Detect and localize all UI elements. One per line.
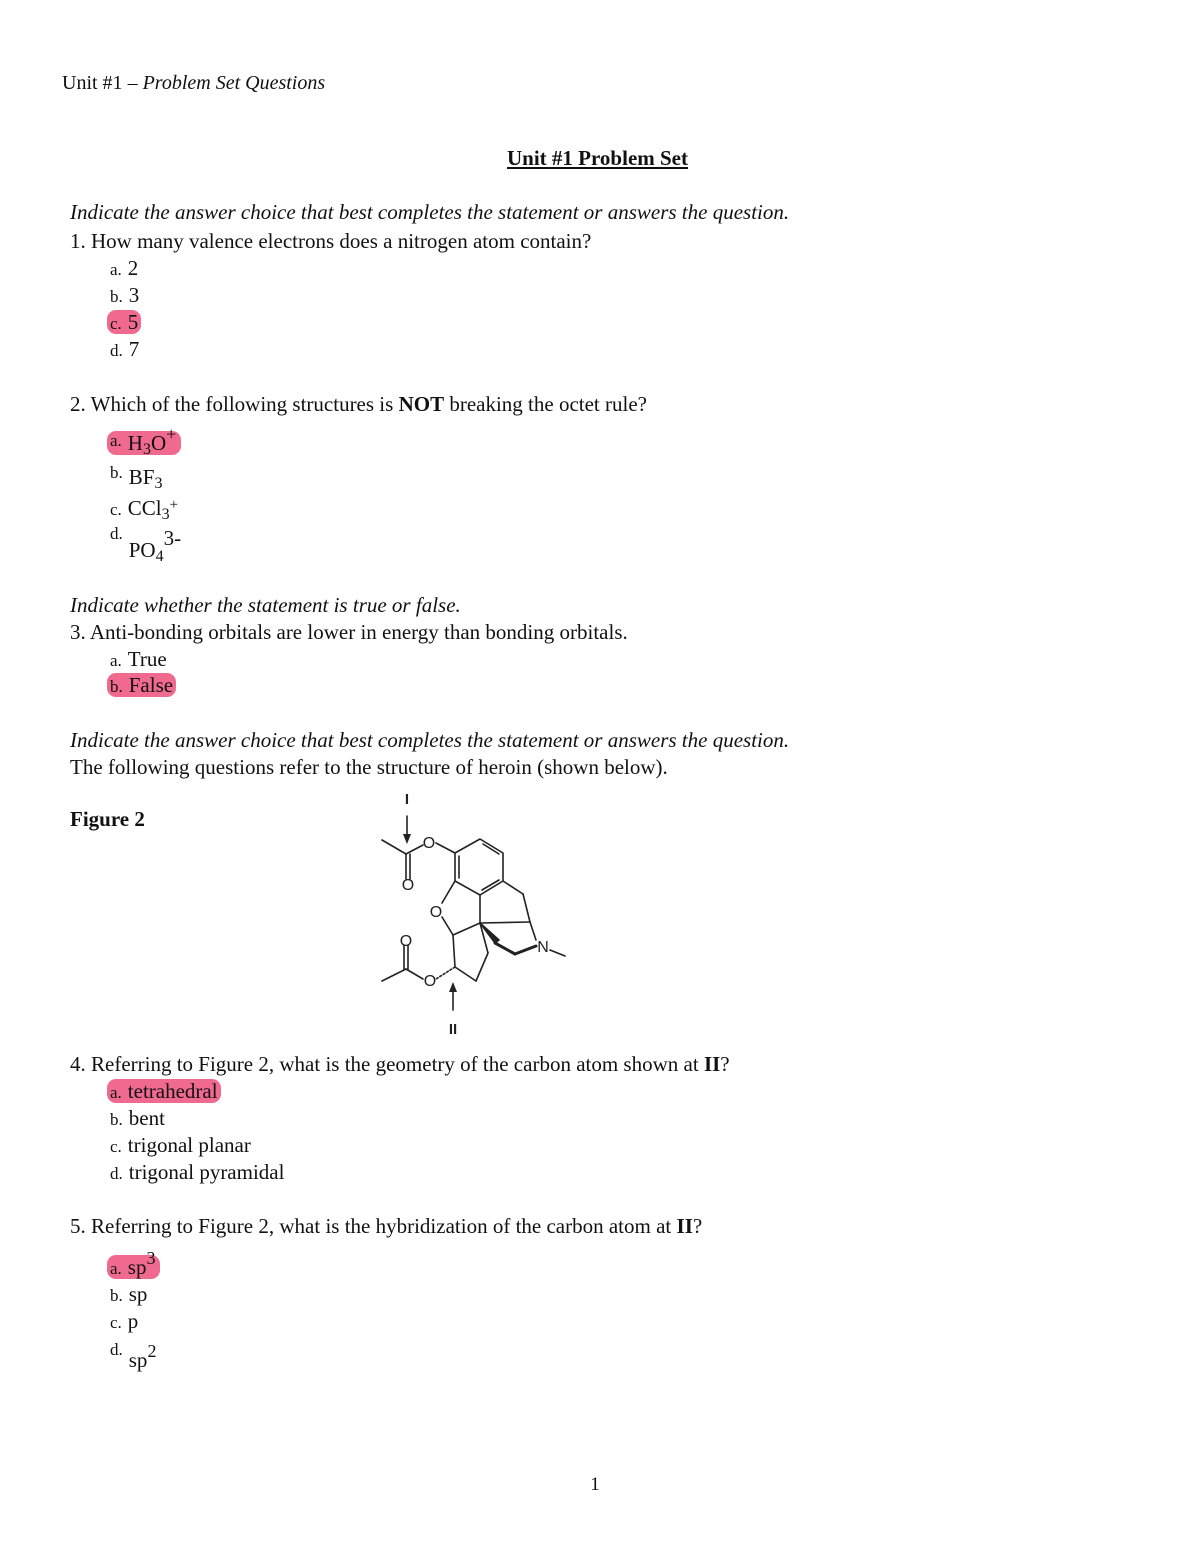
- question-5-suffix: ?: [692, 1214, 703, 1238]
- option-letter: d.: [110, 524, 123, 543]
- bond: [436, 843, 455, 853]
- q1-option-d[interactable]: [110, 337, 139, 362]
- q3-option-a[interactable]: [110, 647, 167, 672]
- formula-charge: 3-: [163, 526, 182, 550]
- formula-subscript: 4: [155, 548, 164, 565]
- q5-option-b[interactable]: [110, 1282, 147, 1307]
- benzene-ring: [455, 839, 503, 895]
- option-letter: b.: [110, 1110, 123, 1129]
- option-text: bent: [128, 1106, 165, 1130]
- option-letter: a.: [110, 431, 122, 450]
- option-text: False: [128, 673, 174, 697]
- question-4-emphasis: II: [703, 1052, 721, 1076]
- question-5-prefix: 5. Referring to Figure 2, what is the hybridization of the carbon atom at: [70, 1214, 677, 1238]
- instruction-true-false: Indicate whether the statement is true or false.: [70, 593, 461, 617]
- marker-i: I: [404, 791, 410, 808]
- option-letter: a.: [110, 651, 122, 670]
- question-5-emphasis: II: [676, 1214, 693, 1238]
- option-letter: a.: [110, 1259, 122, 1278]
- q3-option-b[interactable]: [110, 673, 176, 698]
- option-letter: b.: [110, 1286, 123, 1305]
- option-text: sp: [128, 1348, 148, 1372]
- question-2-prefix: 2. Which of the following structures is: [70, 392, 399, 416]
- bond: [530, 922, 536, 940]
- bond: [480, 922, 530, 923]
- option-text: sp: [128, 1282, 148, 1306]
- bond: [442, 917, 453, 935]
- bond: [550, 950, 565, 956]
- q4-option-a[interactable]: [110, 1079, 221, 1104]
- q4-option-b[interactable]: [110, 1106, 165, 1131]
- question-4: [70, 1052, 730, 1077]
- q5-option-a[interactable]: [110, 1248, 160, 1280]
- figure-label: Figure 2: [70, 807, 145, 831]
- option-letter: d.: [110, 1164, 123, 1183]
- figure-intro: The following questions refer to the structure of heroin (shown below).: [70, 755, 668, 779]
- bond: [406, 969, 423, 979]
- option-letter: c.: [110, 500, 122, 519]
- option-letter: d.: [110, 1340, 123, 1359]
- question-1: 1. How many valence electrons does a nitrogen atom contain?: [70, 229, 592, 253]
- answer-highlight: [107, 424, 181, 458]
- q2-option-a[interactable]: [110, 424, 181, 459]
- bond: [453, 935, 455, 967]
- bond: [453, 923, 480, 935]
- formula-main: PO: [128, 538, 156, 562]
- header-subtitle: Problem Set Questions: [142, 72, 326, 94]
- page-title: Unit #1 Problem Set: [506, 146, 688, 170]
- option-text: sp: [127, 1255, 147, 1279]
- atom-oxygen: O: [429, 904, 443, 921]
- question-4-prefix: 4. Referring to Figure 2, what is the geometry of the carbon atom shown at: [70, 1052, 704, 1076]
- arrow-i-head: [403, 834, 411, 844]
- answer-highlight: [107, 1079, 221, 1103]
- q1-option-c[interactable]: [110, 310, 141, 335]
- bold-bond: [515, 946, 536, 954]
- option-letter: d.: [110, 341, 123, 360]
- option-letter: c.: [110, 1313, 122, 1332]
- atom-nitrogen: N: [537, 939, 549, 956]
- bond: [523, 894, 530, 922]
- instruction-multiple-choice-2: Indicate the answer choice that best completes the statement or answers the question.: [70, 728, 790, 752]
- formula-subscript: 3: [154, 475, 163, 492]
- bond: [455, 967, 476, 981]
- bond: [382, 840, 406, 854]
- option-text: trigonal pyramidal: [128, 1160, 285, 1184]
- answer-highlight: [107, 310, 141, 334]
- option-letter: c.: [110, 1137, 122, 1156]
- q2-option-b[interactable]: [110, 463, 162, 493]
- arrow-ii-head: [449, 982, 457, 992]
- option-text: 7: [128, 337, 140, 361]
- bond: [382, 969, 406, 981]
- option-superscript: 3: [146, 1248, 156, 1268]
- answer-highlight: [107, 673, 176, 697]
- option-text: 2: [127, 256, 139, 280]
- formula-charge: +: [169, 497, 179, 513]
- q1-option-b[interactable]: [110, 283, 139, 308]
- q1-option-a[interactable]: [110, 256, 138, 281]
- formula-subscript: 3: [142, 441, 151, 458]
- option-text: True: [127, 647, 167, 671]
- answer-highlight: [107, 1248, 160, 1279]
- instruction-multiple-choice: Indicate the answer choice that best completes the statement or answers the question.: [70, 200, 790, 224]
- question-2: [70, 392, 647, 417]
- question-3: 3. Anti-bonding orbitals are lower in energy than bonding orbitals.: [70, 620, 628, 644]
- question-5: [70, 1214, 702, 1239]
- option-superscript: 2: [147, 1341, 157, 1361]
- page-number: 1: [590, 1474, 600, 1495]
- formula-charge: +: [166, 424, 177, 444]
- atom-oxygen: O: [399, 933, 413, 950]
- option-letter: b.: [110, 287, 123, 306]
- atom-oxygen: O: [422, 835, 436, 852]
- option-text: 5: [127, 310, 139, 334]
- option-text: trigonal planar: [127, 1133, 251, 1157]
- option-letter: c.: [110, 314, 122, 333]
- q4-option-d[interactable]: [110, 1160, 284, 1185]
- bond: [442, 881, 455, 903]
- bond: [476, 953, 488, 981]
- header-dash: –: [122, 72, 143, 94]
- option-letter: a.: [110, 260, 122, 279]
- option-letter: b.: [110, 463, 123, 482]
- formula-subscript: 3: [161, 506, 170, 523]
- option-text: p: [127, 1309, 139, 1333]
- formula-main: H: [127, 431, 143, 455]
- question-2-emphasis: NOT: [398, 392, 445, 416]
- q2-option-d[interactable]: [110, 524, 182, 565]
- q5-option-d[interactable]: [110, 1340, 157, 1372]
- atom-oxygen: O: [423, 973, 437, 990]
- marker-ii: II: [448, 1021, 458, 1038]
- q5-option-c[interactable]: [110, 1309, 138, 1334]
- option-letter: a.: [110, 1083, 122, 1102]
- option-letter: b.: [110, 677, 123, 696]
- question-2-suffix: breaking the octet rule?: [444, 392, 647, 416]
- bond: [406, 845, 423, 854]
- option-text: 3: [128, 283, 140, 307]
- q4-option-c[interactable]: [110, 1133, 251, 1158]
- question-4-suffix: ?: [720, 1052, 730, 1076]
- q2-option-c[interactable]: [110, 496, 178, 524]
- formula-tail: O: [150, 431, 167, 455]
- formula-main: BF: [128, 465, 155, 489]
- bond: [503, 881, 523, 894]
- heroin-structure-diagram: [370, 780, 580, 1042]
- formula-main: CCl: [127, 496, 162, 520]
- running-header: [62, 72, 325, 95]
- hashed-bond: [436, 967, 455, 979]
- header-unit: Unit #1: [62, 72, 123, 94]
- atom-oxygen: O: [401, 877, 415, 894]
- option-text: tetrahedral: [127, 1079, 218, 1103]
- bold-bond: [495, 943, 515, 954]
